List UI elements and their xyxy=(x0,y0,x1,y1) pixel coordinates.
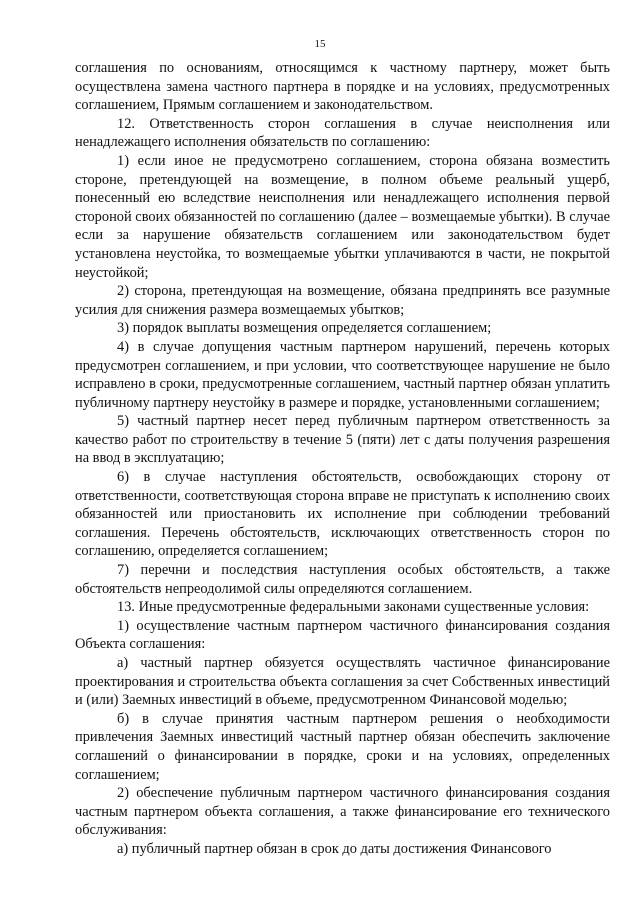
document-body xyxy=(75,59,610,859)
paragraph-13-item-2: 2) обеспечение публичным партнером частичного финансирования создания частным партнером объекта соглашения, а также финансирование его технического обслуживания: xyxy=(75,785,610,839)
paragraph-item-1: 1) если иное не предусмотрено соглашением, сторона обязана возместить стороне, претендующей на возмещение, в полном объеме реальный ущерб, понесенный ею вследствие неисполнения или ненадлежащего исполнения первой стороной своих обязанностей по соглашению (далее – возмещаемые убытки). В случае если за нарушение обязательств соглашением или законодательством будет установлена неустойка, то возмещаемые убытки уплачиваются в части, не покрытой неустойкой; xyxy=(75,152,610,281)
paragraph-13-item-2a: а) публичный партнер обязан в срок до даты достижения Финансового xyxy=(117,840,552,857)
paragraph-item-3: 3) порядок выплаты возмещения определяется соглашением; xyxy=(117,320,492,337)
paragraph-item-6: 6) в случае наступления обстоятельств, освобождающих сторону от ответственности, соответствующая сторона вправе не приступать к исполнению своих обязанностей или приостановить их исполнение при соблюдении требований соглашения. Перечень обстоятельств, исключающих ответственность сторон по соглашению, определяется соглашением; xyxy=(75,469,610,560)
paragraph-13-item-1b: б) в случае принятия частным партнером решения о необходимости привлечения Заемных инвестиций частный партнер обязан обеспечить заключение соглашений о финансировании в порядке, сроки и на условиях, определенных соглашением; xyxy=(75,710,610,783)
paragraph-section-12: 12. Ответственность сторон соглашения в случае неисполнения или ненадлежащего исполнения обязательств по соглашению: xyxy=(75,115,610,151)
paragraph-13-item-1: 1) осуществление частным партнером частичного финансирования создания Объекта соглашения: xyxy=(75,617,610,653)
paragraph-item-5: 5) частный партнер несет перед публичным партнером ответственность за качество работ по строительству в течение 5 (пяти) лет с даты получения разрешения на ввод в эксплуатацию; xyxy=(75,413,610,467)
page-number: 15 xyxy=(314,38,326,50)
paragraph-item-7: 7) перечни и последствия наступления особых обстоятельств, а также обстоятельств непреодолимой силы определяются соглашением. xyxy=(75,562,610,597)
paragraph-item-4: 4) в случае допущения частным партнером нарушений, перечень которых предусмотрен соглашением, и при условии, что соответствующее нарушение не было исправлено в сроки, предусмотренные соглашением, частный партнер обязан уплатить публичному партнеру неустойку в размере и порядке, установленными соглашением; xyxy=(75,338,610,411)
paragraph-13-item-1a: а) частный партнер обязуется осуществлять частичное финансирование проектирования и строительства объекта соглашения за счет Собственных инвестиций и (или) Заемных инвестиций в объеме, предусмотренном Финансовой моделью; xyxy=(75,655,610,709)
paragraph-item-2: 2) сторона, претендующая на возмещение, обязана предпринять все разумные усилия для снижения размера возмещаемых убытков; xyxy=(75,283,610,318)
paragraph-continuation: соглашения по основаниям, относящимся к частному партнеру, может быть осуществлена замена частного партнера в порядке и на условиях, предусмотренных соглашением, Прямым соглашением и законодательством. xyxy=(75,60,610,114)
paragraph-section-13: 13. Иные предусмотренные федеральными законами существенные условия: xyxy=(117,599,590,616)
